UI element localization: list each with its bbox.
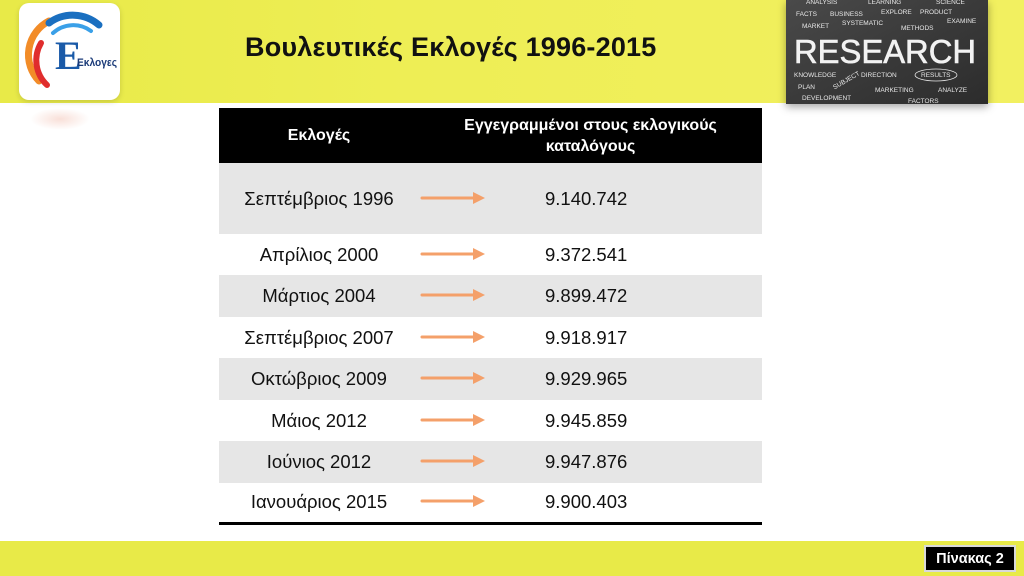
col-header-elections: Εκλογές xyxy=(219,108,419,163)
svg-text:DIRECTION: DIRECTION xyxy=(861,72,897,79)
svg-text:DEVELOPMENT: DEVELOPMENT xyxy=(802,95,852,102)
page-title: Βουλευτικές Εκλογές 1996-2015 xyxy=(245,32,657,62)
table-row xyxy=(219,483,762,523)
svg-text:EXPLORE: EXPLORE xyxy=(881,9,912,16)
row-value: 9.945.859 xyxy=(539,400,762,441)
svg-text:FACTORS: FACTORS xyxy=(908,98,939,104)
row-value: 9.900.403 xyxy=(539,483,762,523)
col-header-registered-line2: καταλόγους xyxy=(545,137,636,155)
row-date: Απρίλιος 2000 xyxy=(219,234,419,275)
row-value: 9.372.541 xyxy=(539,234,762,275)
table-number-badge: Πίνακας 2 xyxy=(924,545,1016,572)
row-date: Οκτώβριος 2009 xyxy=(219,358,419,400)
svg-text:SCIENCE: SCIENCE xyxy=(936,0,965,6)
row-date: Ιανουάριος 2015 xyxy=(219,483,419,523)
svg-text:PRODUCT: PRODUCT xyxy=(920,9,953,16)
table-row xyxy=(219,234,762,275)
table-row xyxy=(219,358,762,400)
row-date: Μάρτιος 2004 xyxy=(219,275,419,317)
svg-text:RESULTS: RESULTS xyxy=(921,72,951,79)
svg-text:SYSTEMATIC: SYSTEMATIC xyxy=(842,20,884,27)
arrow-icon xyxy=(419,483,539,523)
svg-text:EXAMINE: EXAMINE xyxy=(947,18,977,25)
col-header-registered xyxy=(419,108,762,163)
table-row xyxy=(219,400,762,441)
svg-text:MARKETING: MARKETING xyxy=(875,87,914,94)
row-date: Ιούνιος 2012 xyxy=(219,441,419,483)
table-row xyxy=(219,317,762,358)
row-date: Μάιος 2012 xyxy=(219,400,419,441)
arrow-icon xyxy=(419,441,539,483)
logo-text: Εκλογες xyxy=(77,57,118,69)
arrow-icon xyxy=(419,163,539,234)
bottom-band xyxy=(0,541,1024,576)
col-header-registered-line1: Εγγεγραμμένοι στους εκλογικούς xyxy=(464,116,717,134)
table-row xyxy=(219,441,762,483)
svg-text:PLAN: PLAN xyxy=(798,84,815,91)
arrow-icon xyxy=(419,234,539,275)
svg-text:E: E xyxy=(55,33,82,78)
row-date: Σεπτέμβριος 2007 xyxy=(219,317,419,358)
svg-text:KNOWLEDGE: KNOWLEDGE xyxy=(794,72,837,79)
svg-text:LEARNING: LEARNING xyxy=(868,0,902,6)
research-word: RESEARCH xyxy=(794,33,976,70)
svg-text:ANALYSIS: ANALYSIS xyxy=(806,0,838,6)
research-image xyxy=(786,0,988,104)
table-row xyxy=(219,275,762,317)
arrow-icon xyxy=(419,358,539,400)
row-date: Σεπτέμβριος 1996 xyxy=(219,163,419,234)
row-value: 9.918.917 xyxy=(539,317,762,358)
row-value: 9.140.742 xyxy=(539,163,762,234)
elections-logo-icon xyxy=(19,3,120,100)
row-value: 9.947.876 xyxy=(539,441,762,483)
logo xyxy=(19,3,120,100)
registered-voters-table xyxy=(219,108,762,525)
logo-reflection xyxy=(30,108,90,130)
table-row xyxy=(219,163,762,234)
arrow-icon xyxy=(419,317,539,358)
svg-text:BUSINESS: BUSINESS xyxy=(830,11,863,18)
svg-text:FACTS: FACTS xyxy=(796,11,817,18)
row-value: 9.899.472 xyxy=(539,275,762,317)
table-header-row xyxy=(219,108,762,163)
arrow-icon xyxy=(419,400,539,441)
svg-text:SUBJECT: SUBJECT xyxy=(832,70,862,92)
svg-text:ANALYZE: ANALYZE xyxy=(938,87,968,94)
row-value: 9.929.965 xyxy=(539,358,762,400)
svg-text:MARKET: MARKET xyxy=(802,23,830,30)
arrow-icon xyxy=(419,275,539,317)
svg-text:METHODS: METHODS xyxy=(901,25,934,32)
